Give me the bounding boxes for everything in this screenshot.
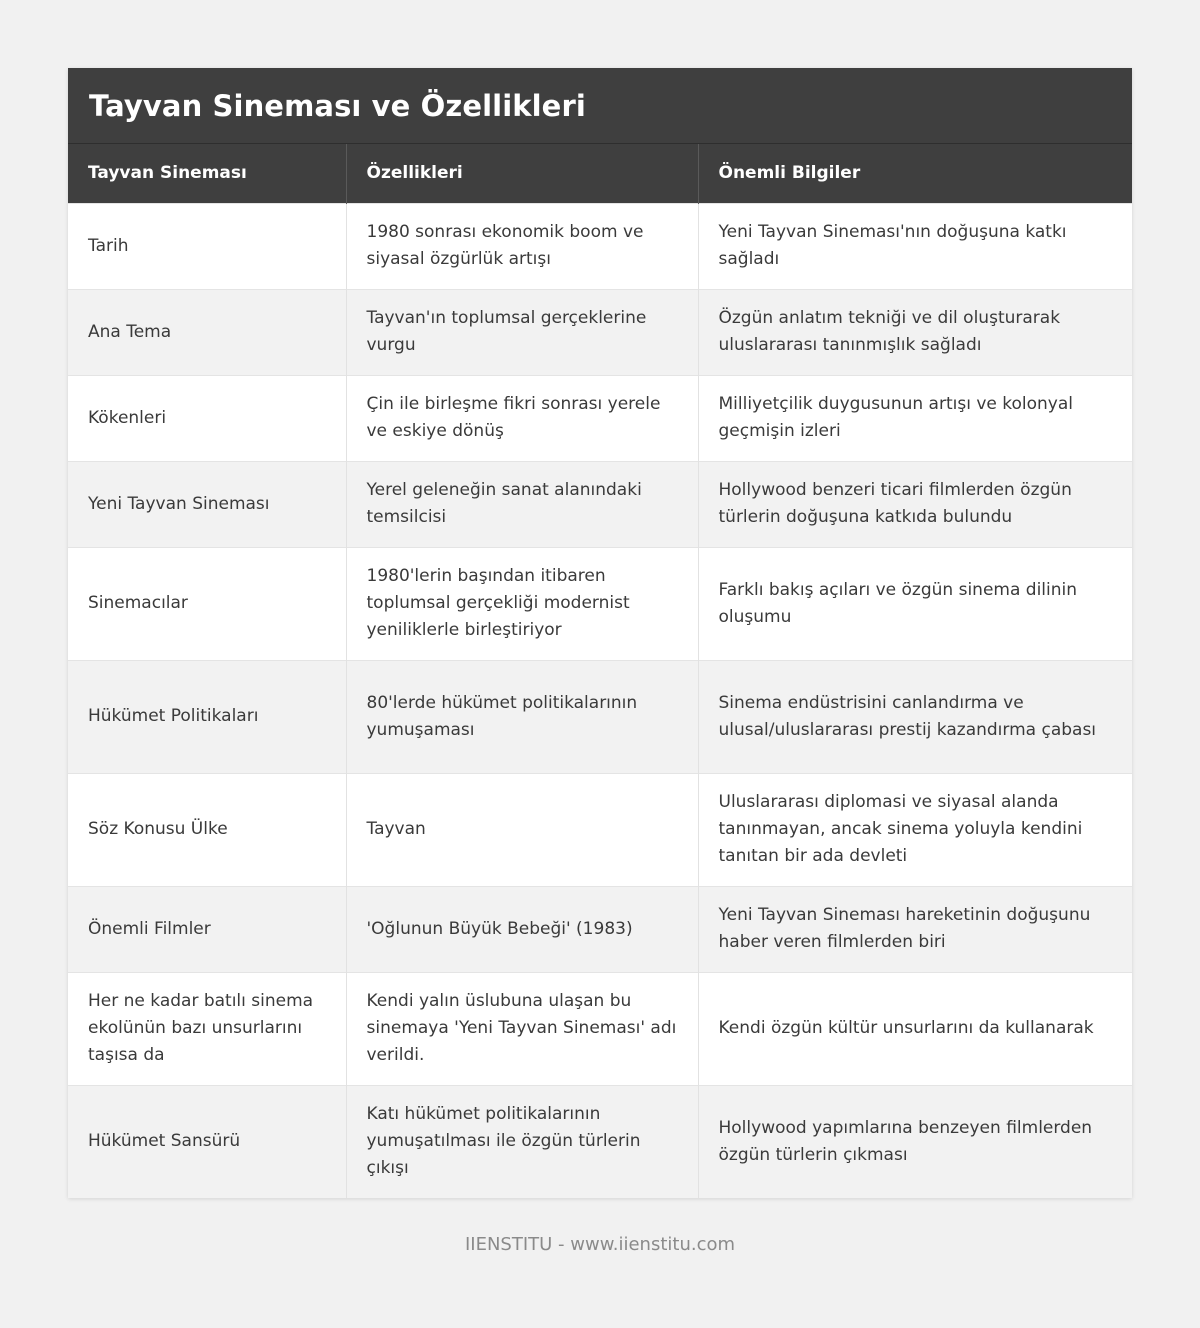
table-cell: Hükümet Sansürü — [68, 1085, 346, 1198]
table-cell: Tayvan — [346, 773, 698, 886]
table-row — [68, 375, 1132, 461]
info-table — [68, 144, 1132, 1198]
table-cell: Farklı bakış açıları ve özgün sinema dilinin oluşumu — [698, 547, 1132, 660]
table-row — [68, 1085, 1132, 1198]
table-cell: Yeni Tayvan Sineması hareketinin doğuşunu haber veren filmlerden biri — [698, 886, 1132, 972]
table-body — [68, 203, 1132, 1198]
table-cell: Çin ile birleşme fikri sonrası yerele ve eskiye dönüş — [346, 375, 698, 461]
table-cell: Tayvan'ın toplumsal gerçeklerine vurgu — [346, 289, 698, 375]
table-cell: Tarih — [68, 203, 346, 289]
table-cell: 'Oğlunun Büyük Bebeği' (1983) — [346, 886, 698, 972]
table-cell: Hollywood yapımlarına benzeyen filmlerden özgün türlerin çıkması — [698, 1085, 1132, 1198]
table-cell: Söz Konusu Ülke — [68, 773, 346, 886]
table-row — [68, 972, 1132, 1085]
table-cell: 80'lerde hükümet politikalarının yumuşaması — [346, 660, 698, 773]
column-header: Özellikleri — [346, 144, 698, 203]
table-row — [68, 461, 1132, 547]
table-cell: Yeni Tayvan Sineması — [68, 461, 346, 547]
table-cell: Kendi özgün kültür unsurlarını da kullanarak — [698, 972, 1132, 1085]
table-cell: Yerel geleneğin sanat alanındaki temsilcisi — [346, 461, 698, 547]
table-header-row — [68, 144, 1132, 203]
table-card — [68, 68, 1132, 1198]
table-cell: 1980'lerin başından itibaren toplumsal gerçekliği modernist yeniliklerle birleştiriyor — [346, 547, 698, 660]
table-row — [68, 660, 1132, 773]
title-bar — [68, 68, 1132, 144]
table-cell: Önemli Filmler — [68, 886, 346, 972]
table-cell: Kendi yalın üslubuna ulaşan bu sinemaya 'Yeni Tayvan Sineması' adı verildi. — [346, 972, 698, 1085]
table-cell: Hollywood benzeri ticari filmlerden özgün türlerin doğuşuna katkıda bulundu — [698, 461, 1132, 547]
table-row — [68, 289, 1132, 375]
table-cell: Sinemacılar — [68, 547, 346, 660]
table-cell: Her ne kadar batılı sinema ekolünün bazı unsurlarını taşısa da — [68, 972, 346, 1085]
table-cell: Kökenleri — [68, 375, 346, 461]
table-cell: Sinema endüstrisini canlandırma ve ulusal/uluslararası prestij kazandırma çabası — [698, 660, 1132, 773]
table-row — [68, 773, 1132, 886]
table-row — [68, 886, 1132, 972]
table-cell: Katı hükümet politikalarının yumuşatılması ile özgün türlerin çıkışı — [346, 1085, 698, 1198]
table-cell: Hükümet Politikaları — [68, 660, 346, 773]
table-cell: Yeni Tayvan Sineması'nın doğuşuna katkı sağladı — [698, 203, 1132, 289]
column-header: Tayvan Sineması — [68, 144, 346, 203]
table-cell: 1980 sonrası ekonomik boom ve siyasal özgürlük artışı — [346, 203, 698, 289]
table-row — [68, 203, 1132, 289]
page-title: Tayvan Sineması ve Özellikleri — [89, 88, 586, 123]
table-cell: Milliyetçilik duygusunun artışı ve kolonyal geçmişin izleri — [698, 375, 1132, 461]
column-header: Önemli Bilgiler — [698, 144, 1132, 203]
table-cell: Ana Tema — [68, 289, 346, 375]
table-cell: Özgün anlatım tekniği ve dil oluşturarak uluslararası tanınmışlık sağladı — [698, 289, 1132, 375]
footer-credit: IIENSTITU - www.iienstitu.com — [464, 1234, 736, 1255]
table-cell: Uluslararası diplomasi ve siyasal alanda tanınmayan, ancak sinema yoluyla kendini tanıtan bir ada devleti — [698, 773, 1132, 886]
table-row — [68, 547, 1132, 660]
